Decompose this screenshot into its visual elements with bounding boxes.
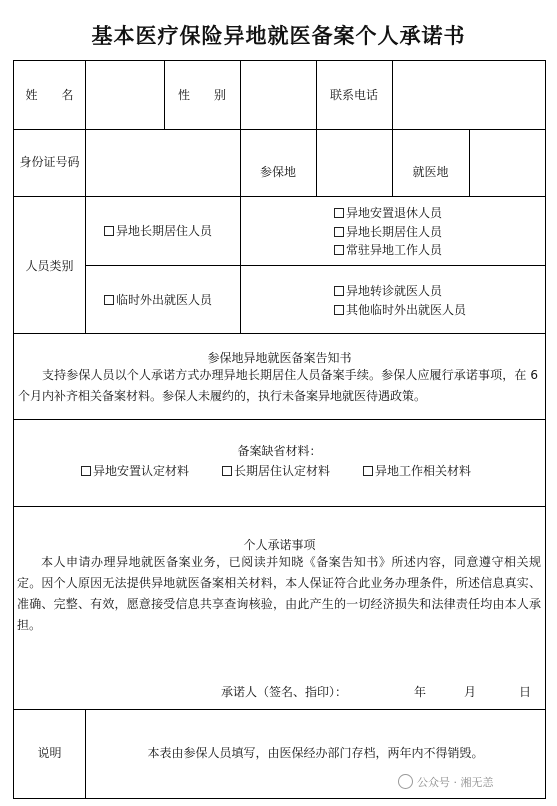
column-divider (392, 129, 393, 196)
option-label: 异地工作相关材料 (375, 464, 472, 478)
id-number-field[interactable] (86, 130, 239, 195)
row-divider (14, 506, 545, 507)
option-label: 常驻异地工作人员 (346, 243, 443, 257)
option-label: 异地转诊就医人员 (346, 284, 443, 298)
notice-title: 参保地异地就医备案告知书 (207, 351, 352, 365)
option-label: 临时外出就医人员 (116, 293, 213, 307)
checkbox-icon (334, 227, 344, 237)
row-divider (14, 709, 545, 710)
note-label: 说明 (37, 746, 62, 760)
promise-title: 个人承诺事项 (243, 538, 316, 552)
row-divider (85, 265, 545, 266)
checkbox-icon (334, 305, 344, 315)
gender-field[interactable] (241, 62, 315, 128)
column-divider (240, 129, 241, 196)
category-temporary-option[interactable] (104, 293, 212, 307)
insured-place-label: 参保地 (259, 165, 296, 179)
checkbox-icon (104, 295, 114, 305)
name-field[interactable] (86, 62, 163, 128)
missing-materials-title: 备案缺省材料： (237, 444, 322, 458)
commitment-form (13, 60, 546, 799)
note-text: 本表由参保人员填写，由医保经办部门存档，两年内不得销毁。 (147, 746, 484, 760)
signature-label: 承诺人（签名、指印）： (221, 685, 348, 699)
option-label: 异地安置退休人员 (346, 206, 443, 220)
name-label: 姓 名 (25, 88, 74, 102)
day-label: 日 (519, 685, 532, 699)
phone-label: 联系电话 (329, 88, 378, 102)
category-option[interactable] (334, 243, 442, 257)
missing-option[interactable] (222, 464, 330, 478)
row-divider (14, 419, 545, 420)
option-label: 其他临时外出就医人员 (346, 303, 467, 317)
column-divider (240, 196, 241, 333)
checkbox-icon (104, 226, 114, 236)
month-label: 月 (464, 685, 477, 699)
category-option[interactable] (334, 206, 442, 220)
missing-option[interactable] (363, 464, 471, 478)
row-divider (14, 333, 545, 334)
option-label: 异地安置认定材料 (93, 464, 190, 478)
missing-option[interactable] (81, 464, 189, 478)
insured-place-field[interactable] (317, 130, 391, 195)
phone-field[interactable] (393, 62, 544, 128)
treatment-place-field[interactable] (470, 130, 544, 195)
checkbox-icon (363, 466, 373, 476)
option-label: 异地长期居住人员 (346, 225, 443, 239)
category-long-term-option[interactable] (104, 224, 212, 238)
row-divider (14, 196, 545, 197)
treatment-place-label: 就医地 (412, 165, 449, 179)
gender-label: 性 别 (177, 88, 226, 102)
category-option[interactable] (334, 284, 442, 298)
form-title: 基本医疗保险异地就医备案个人承诺书 (91, 23, 466, 48)
notice-text: 支持参保人员以个人承诺方式办理异地长期居住人员备案手续。参保人应履行承诺事项，在 6 个月内补齐相关备案材料。参保人未履约的，执行未备案异地就医待遇政策。 (18, 368, 538, 403)
checkbox-icon (222, 466, 232, 476)
year-label: 年 (414, 685, 427, 699)
id-number-label: 身份证号码 (19, 155, 80, 169)
watermark (398, 774, 494, 790)
category-label: 人员类别 (25, 259, 74, 273)
checkbox-icon (334, 245, 344, 255)
checkbox-icon (334, 286, 344, 296)
watermark-text: 公众号 · 湘无恙 (417, 776, 494, 789)
checkbox-icon (81, 466, 91, 476)
option-label: 异地长期居住人员 (116, 224, 213, 238)
category-option[interactable] (334, 303, 466, 317)
promise-text: 本人申请办理异地就医备案业务，已阅读并知晓《备案告知书》所述内容，同意遵守相关规 定。因个人原因无法提供异地就医备案相关材料，本人保证符合此业务办理条件，所述信息真实、 准确、完整、有效，愿意接受信息共享查询核验，由此产生的一切经济损失和法律责任均由本人承担。 (17, 555, 541, 632)
checkbox-icon (334, 208, 344, 218)
column-divider (85, 196, 86, 333)
wechat-icon (398, 774, 413, 789)
category-option[interactable] (334, 225, 442, 239)
option-label: 长期居住认定材料 (234, 464, 331, 478)
